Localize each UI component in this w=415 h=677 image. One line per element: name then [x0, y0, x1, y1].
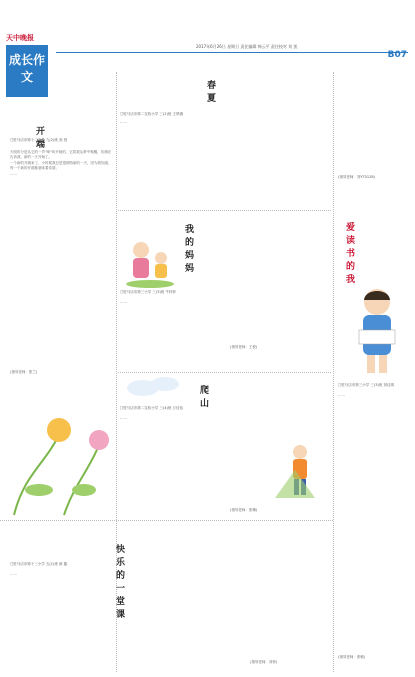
- paragraph: ……: [10, 172, 17, 176]
- paragraph: ……: [10, 572, 17, 576]
- row-divider: [118, 210, 331, 211]
- article-title: 快乐的一堂课: [116, 545, 126, 620]
- issue-meta: 2017年6月26日 星期日 责任编辑 韩云平 责任校对 刘 凯: [196, 44, 298, 49]
- row-divider: [0, 520, 333, 521]
- article-teacher: (指导老师：张琳): [230, 508, 258, 512]
- mother-illustration-svg: [123, 236, 178, 291]
- article-byline: □驻马店市第十二中学 九(2)班 高 悦: [10, 138, 68, 142]
- article-body: [10, 150, 113, 365]
- newspaper-logo: 天中晚报: [6, 33, 34, 42]
- flower-illustration-svg: [4, 375, 114, 520]
- article-byline: □驻马店市第三小学 三(3)班 牛梓菲: [120, 290, 176, 294]
- article-byline: □驻马店市第二实验小学 三(4)班 万佳怡: [120, 406, 183, 410]
- hiker-illustration: [270, 440, 330, 500]
- masthead: [0, 0, 415, 84]
- paragraph: 一个新的开端来了，小时候我总是很期待新的一天，因为我知道，每一个新的开端都意味着希望。: [10, 161, 112, 170]
- article-body: [10, 572, 330, 662]
- paragraph: ……: [120, 300, 127, 304]
- reading-girl-illustration-svg: [343, 282, 411, 377]
- header-rule: [56, 52, 408, 53]
- article-title: 春 夏: [207, 81, 217, 104]
- clouds-illustration: [123, 370, 183, 400]
- article-body: [120, 300, 330, 370]
- paragraph: ……: [338, 393, 345, 397]
- article-title: 爬 山: [200, 386, 210, 409]
- article-teacher: (指导老师：刘菲): [250, 660, 278, 664]
- mother-illustration: [123, 236, 178, 291]
- article-byline: □驻马店市第二实验小学 三(2)班 王梦涵: [120, 112, 183, 116]
- article-teacher: (指导老师：刘YT0128): [338, 175, 375, 179]
- page-number: B07: [387, 50, 407, 60]
- section-tag: 成长作文: [6, 45, 48, 97]
- article-title: 我的妈妈: [185, 225, 195, 274]
- article-title: 开 端: [36, 127, 46, 150]
- article-teacher: (指导老师：张兰): [10, 370, 38, 374]
- article-byline: □驻马店市第三小学 三(3)班 刘佳琪: [338, 383, 394, 387]
- article-byline: □驻马店市第十三小学 五(1)班 薛 鑫: [10, 562, 68, 566]
- flower-illustration: [4, 375, 114, 520]
- article-teacher: (指导老师：张敏): [338, 655, 366, 659]
- article-teacher: (指导老师：王悦): [230, 345, 258, 349]
- clouds-illustration-svg: [123, 370, 183, 400]
- hiker-illustration-svg: [270, 440, 330, 500]
- reading-girl-illustration: [343, 282, 411, 377]
- article-title: 爱读书的我: [346, 223, 356, 285]
- paragraph: 天明时分是从它的一声"啼"叫开始的，它将我从梦中唤醒，仿佛在告诉我，新的一天开始了。: [10, 150, 112, 159]
- paragraph: ……: [120, 120, 127, 124]
- column-divider: [333, 72, 334, 672]
- article-body: [120, 120, 330, 208]
- article-body: [338, 393, 413, 651]
- paragraph: ……: [120, 416, 127, 420]
